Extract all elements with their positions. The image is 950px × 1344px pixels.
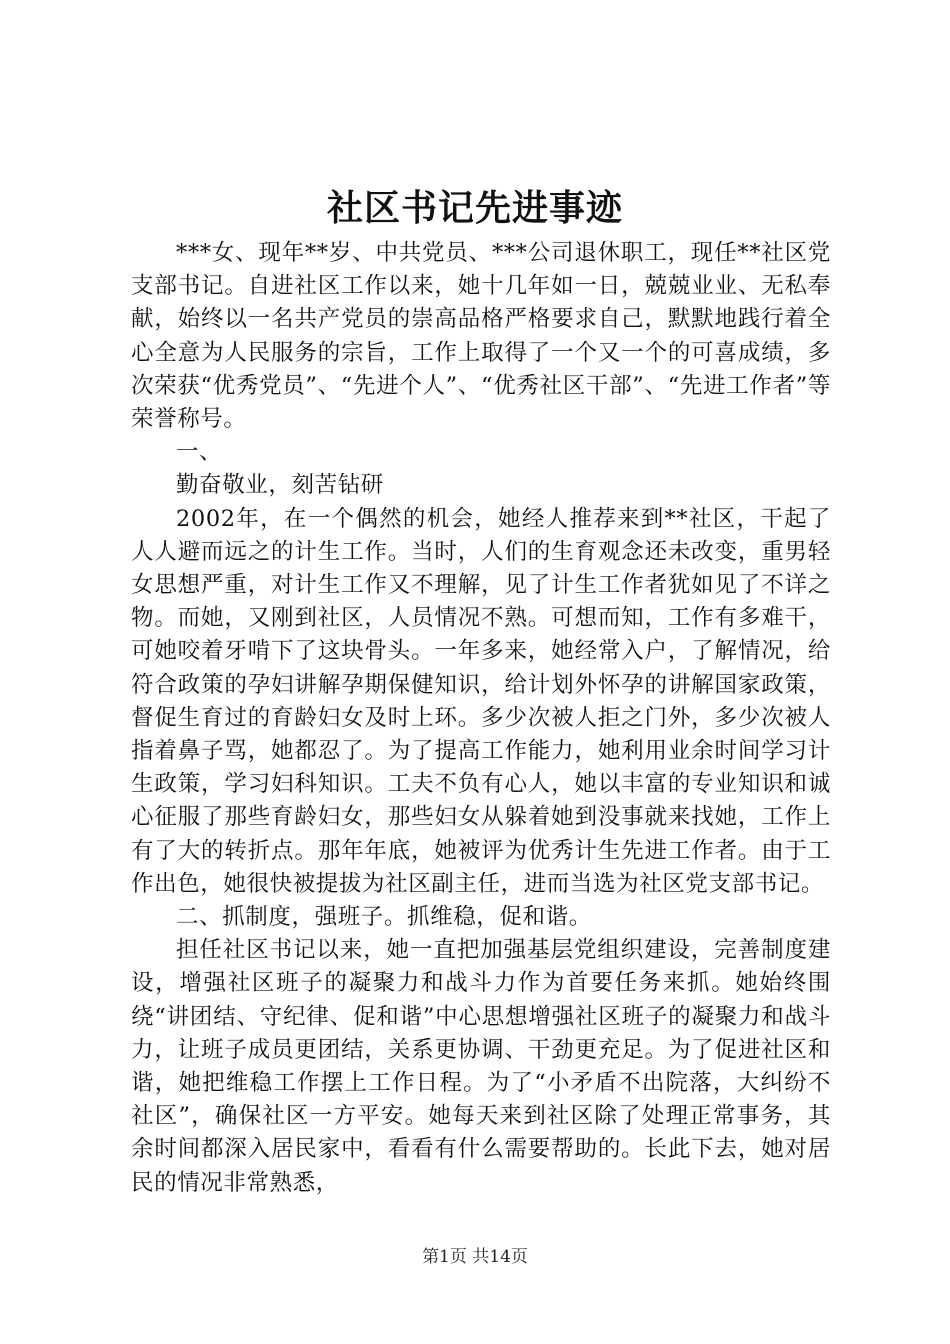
paragraph-section-two: 担任社区书记以来，她一直把加强基层党组织建设，完善制度建设，增强社区班子的凝聚力和战斗力作为首要任务来抓。她始终围绕“讲团结、守纪律、促和谐”中心思想增强社区班子的凝聚力和战斗力，让班子成员更团结，关系更协调、干劲更充足。为了促进社区和谐，她把维稳工作摆上工作日程。为了“小矛盾不出院落，大纠纷不社区”，确保社区一方平安。她每天来到社区除了处理正常事务，其余时间都深入居民家中，看看有什么需要帮助的。长此下去，她对居民的情况非常熟悉， [131, 937, 831, 1196]
document-body [131, 237, 831, 1200]
paragraph-section-one: 2002年，在一个偶然的机会，她经人推荐来到**社区，干起了人人避而远之的计生工作。当时，人们的生育观念还未改变，重男轻女思想严重，对计生工作又不理解，见了计生工作者犹如见了不详之物。而她，又刚到社区，人员情况不熟。可想而知，工作有多难干，可她咬着牙啃下了这块骨头。一年多来，她经常入户，了解情况，给符合政策的孕妇讲解孕期保健知识，给计划外怀孕的讲解国家政策，督促生育过的育龄妇女及时上环。多少次被人拒之门外，多少次被人指着鼻子骂，她都忍了。为了提高工作能力，她利用业余时间学习计生政策，学习妇科知识。工夫不负有心人，她以丰富的专业知识和诚心征服了那些育龄妇女，那些妇女从躲着她到没事就来找她，工作上有了大的转折点。那年年底，她被评为优秀计生先进工作者。由于工作出色，她很快被提拔为社区副主任，进而当选为社区党支部书记。 [131, 505, 831, 897]
section-heading-one: 勤奋敬业，刻苦钻研 [176, 472, 384, 499]
page-footer: 第1页 共14页 [422, 1247, 528, 1267]
section-number-one: 一、 [176, 439, 223, 466]
paragraph-intro: ***女、现年**岁、中共党员、***公司退休职工，现任**社区党支部书记。自进社区工作以来，她十几年如一日，兢兢业业、无私奉献，始终以一名共产党员的崇高品格严格要求自己，默默地践行着全心全意为人民服务的宗旨，工作上取得了一个又一个的可喜成绩，多次荣获“优秀党员”、“先进个人”、“优秀社区干部”、“先进工作者”等荣誉称号。 [131, 240, 831, 433]
section-heading-two: 二、抓制度，强班子。抓维稳，促和谐。 [176, 904, 592, 931]
document-title: 社区书记先进事迹 [326, 187, 623, 229]
